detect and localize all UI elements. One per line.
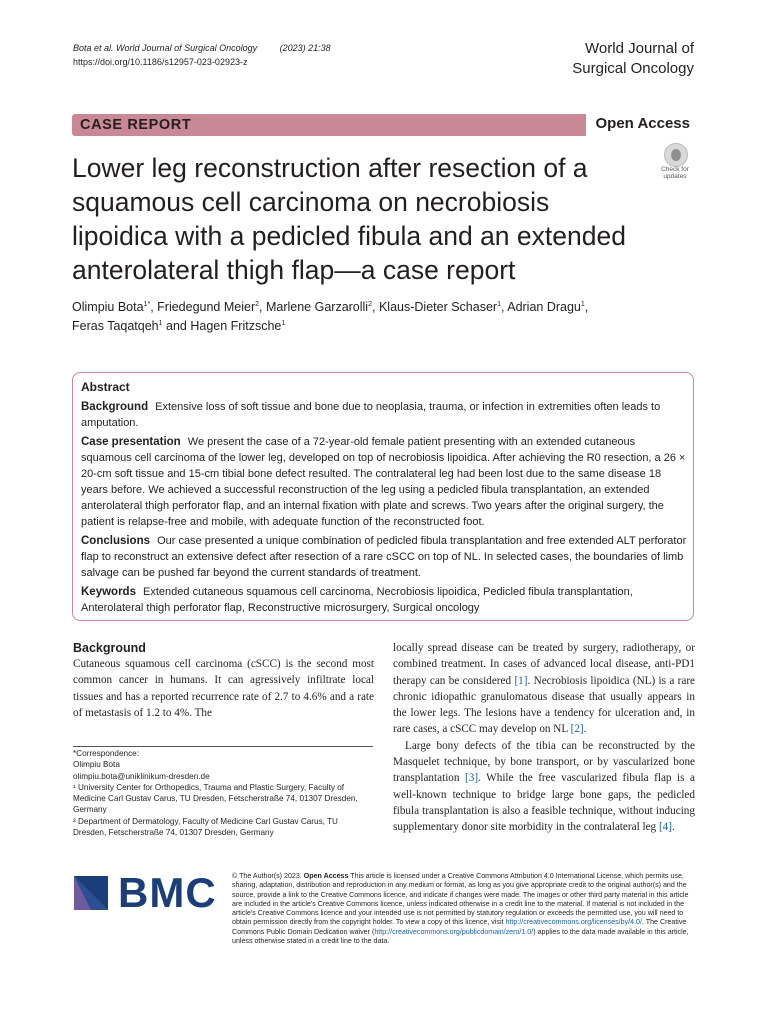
abstract-box bbox=[72, 372, 694, 621]
body-text: . bbox=[672, 821, 675, 834]
abstract-background-label: Background bbox=[81, 401, 149, 413]
abstract-conclusions-text: Our case presented a unique combination of pedicled fibula transplantation and free extended ALT perforator flap to reconstruct an extensive defect after resection of a rare cSCC on top of NL. In selected cases, the boundaries of limb salvage can be pushed far beyond the current standards of treatment. bbox=[81, 535, 687, 579]
abstract-heading: Abstract bbox=[81, 380, 130, 394]
bmc-logo-mark-graphic bbox=[74, 876, 108, 910]
license-link[interactable]: http://creativecommons.org/licenses/by/4.0/ bbox=[505, 918, 642, 927]
crossmark-label-line1: Check for bbox=[661, 166, 689, 173]
body-right-column bbox=[393, 640, 695, 836]
license-open-access: Open Access bbox=[303, 872, 349, 880]
license-text: This article is licensed under a Creative Commons Attribution 4.0 International License, which permits use, sharing, adaptation, distribution and reproduction in any medium or format, as long as you give appropriate credit to the original author(s) and the source, provide a link to the Creative Commons licence, and indicate if changes were made. The images or other third party material in this article are included in the article's Creative Commons licence, unless indicated otherwise in a credit line to the material. If material is not included in the article's Creative Commons licence and your intended use is not permitted by statutory regulation or exceeds the permitted use, you will need to obtain permission directly from the copyright holder. To view a copy of this licence, visit bbox=[232, 872, 689, 927]
citation-link[interactable]: [1] bbox=[514, 674, 528, 687]
author-affiliation: 1* bbox=[143, 300, 151, 308]
body-paragraph bbox=[393, 738, 695, 836]
citation-year-volume: (2023) 21:38 bbox=[279, 43, 331, 53]
author-name[interactable]: Adrian Dragu bbox=[507, 300, 581, 314]
body-text: Large bony defects of the tibia can be reconstructed by the Masquelet technique, by bone transport, or by vascularized bone transplantation bbox=[393, 739, 695, 785]
abstract-conclusions-label: Conclusions bbox=[81, 535, 151, 547]
crossmark-icon bbox=[664, 143, 688, 167]
article-type-label: CASE REPORT bbox=[80, 117, 192, 133]
affiliation-2: ² Department of Dermatology, Faculty of Medicine Carl Gustav Carus, TU Dresden, Fetscherstraße 74, 01307 Dresden, Germany bbox=[73, 816, 338, 838]
body-text: . While the free vascularized fibula flap is a well-known technique to bridge large bone gaps, the pedicled fibula transplantation is also a feasible technique, without inducing supplementary donor site morbidity in the contralateral leg bbox=[393, 772, 695, 834]
body-paragraph: Cutaneous squamous cell carcinoma (cSCC) is the second most common cancer in humans. It can agressively infiltrate local tissues and has a reported recurrence rate of 2.7 to 4.6% and a rate of metastasis of 1.2 to 4%. The bbox=[73, 658, 374, 719]
author-name[interactable]: Friedegund Meier bbox=[157, 300, 256, 314]
abstract-keywords-label: Keywords bbox=[81, 586, 136, 598]
author-name[interactable]: Klaus-Dieter Schaser bbox=[378, 300, 498, 314]
journal-name-line2: Surgical Oncology bbox=[572, 60, 694, 77]
correspondence-name: Olimpiu Bota bbox=[73, 760, 120, 770]
correspondence-email[interactable]: olimpiu.bota@uniklinikum-dresden.de bbox=[73, 771, 210, 781]
author-affiliation: 1 bbox=[158, 319, 163, 327]
citation-link[interactable]: [2] bbox=[570, 723, 584, 736]
crossmark-label-line2: updates bbox=[663, 173, 687, 180]
body-text: . Necrobiosis lipoidica (NL) is a rare chronic idiopathic granulomatous disease that usually appears in the lower legs. The lesions have a tendency for ulceration and, in rare cases, a cSCC may develop on NL bbox=[393, 674, 696, 736]
body-paragraph bbox=[393, 640, 695, 738]
affiliation-1: ¹ University Center for Orthopedics, Trauma and Plastic Surgery, Faculty of Medicine Carl Gustav Carus, TU Dresden, Fetscherstraße 74, 01307 Dresden, Germany bbox=[73, 782, 358, 815]
abstract-background bbox=[81, 399, 687, 431]
article-type-banner bbox=[72, 114, 696, 136]
body-text: locally spread disease can be treated by surgery, radiotherapy, or combined treatment. In cases of advanced local disease, anti-PD1 therapy can be considered bbox=[393, 642, 695, 687]
correspondence-label: *Correspondence: bbox=[73, 749, 139, 758]
author-affiliation: 1 bbox=[497, 300, 501, 308]
footnotes bbox=[73, 748, 373, 838]
abstract-case-text: We present the case of a 72-year-old female patient presenting with an extended cutaneous squamous cell carcinoma of the lower leg, developed on top of necrobiosis lipoidica. After achieving the R0 resection, a 26 × 20-cm soft tissue and 15-cm tibial bone defect resulted. The contralateral leg had been lost due to the same disease 18 years before. We achieved a successful reconstruction of the leg using a pedicled fibula transplantation, an extended anterolateral thigh perforator flap, and an internal fixation with plate and screws. Two years after the original surgery, the patient is relapse-free and mobile, with adequate function of the reconstructed foot. bbox=[81, 436, 686, 528]
abstract-case-label: Case presentation bbox=[81, 436, 181, 448]
author-name[interactable]: Hagen Fritzsche bbox=[190, 319, 282, 333]
bmc-logo bbox=[74, 869, 217, 916]
journal-name bbox=[572, 39, 694, 79]
license-text: . The Creative Commons Public Domain Dedication waiver ( bbox=[232, 918, 687, 936]
abstract-background-text: Extensive loss of soft tissue and bone due to neoplasia, trauma, or infection in extremities often leads to amputation. bbox=[81, 401, 661, 429]
author-list: Olimpiu Bota$^{1*}$, Friedegund Meier$^2$, Marlene Garzarolli$^2$, Klaus-Dieter Schaser$^1$, Adrian Dragu$^1$, Feras Taqatqeh$^1$ and Hagen Fritzsche$^1$ bbox=[72, 300, 589, 333]
author-name[interactable]: Olimpiu Bota bbox=[72, 300, 144, 314]
check-for-updates-badge[interactable] bbox=[654, 143, 696, 181]
article-title: Lower leg reconstruction after resection of a squamous cell carcinoma on necrobiosis lipoidica with a pedicled fibula and an extended anterolateral thigh flap—a case report bbox=[72, 153, 626, 285]
doi-link[interactable]: https://doi.org/10.1186/s12957-023-02923-z bbox=[73, 57, 248, 67]
citation-authors: Bota et al. bbox=[73, 43, 114, 53]
citation-link[interactable]: [3] bbox=[465, 772, 479, 785]
crossmark-icon-inner bbox=[671, 149, 681, 161]
license-copyright: © The Author(s) 2023. bbox=[232, 872, 302, 880]
author-name[interactable]: Feras Taqatqeh bbox=[72, 319, 159, 333]
bmc-logo-mark bbox=[74, 876, 108, 910]
abstract-keywords bbox=[81, 584, 687, 616]
body-text: . bbox=[583, 723, 587, 736]
citation-link[interactable]: [4] bbox=[658, 821, 672, 834]
abstract-conclusions bbox=[81, 533, 687, 581]
abstract-case-presentation bbox=[81, 434, 687, 530]
crossmark-label bbox=[654, 166, 696, 180]
abstract-content bbox=[81, 379, 687, 619]
author-name[interactable]: Marlene Garzarolli bbox=[265, 300, 369, 314]
abstract-keywords-text: Extended cutaneous squamous cell carcinoma, Necrobiosis lipoidica, Pedicled fibula transplantation, Anterolateral thigh perforator flap, Reconstructive microsurgery, Surgical oncology bbox=[81, 586, 633, 614]
author-affiliation: 2 bbox=[368, 300, 372, 308]
public-domain-link[interactable]: http://creativecommons.org/publicdomain/zero/1.0/ bbox=[374, 927, 534, 936]
section-heading-background: Background bbox=[73, 641, 146, 655]
footnote-divider bbox=[73, 746, 373, 747]
body-left-column bbox=[73, 640, 374, 721]
journal-name-line1: World Journal of bbox=[585, 40, 694, 57]
license-statement bbox=[232, 872, 694, 946]
license-text: ) applies to the data made available in this article, unless otherwise stated in a credit line to the data. bbox=[232, 927, 689, 946]
citation-journal: World Journal of Surgical Oncology bbox=[116, 43, 258, 53]
author-affiliation: 1 bbox=[580, 300, 585, 308]
author-affiliation: 1 bbox=[281, 319, 286, 327]
citation-line bbox=[73, 41, 331, 55]
running-header bbox=[73, 41, 331, 69]
author-affiliation: 2 bbox=[255, 300, 260, 308]
open-access-label: Open Access bbox=[586, 113, 697, 137]
bmc-logo-text: BMC bbox=[118, 869, 217, 916]
